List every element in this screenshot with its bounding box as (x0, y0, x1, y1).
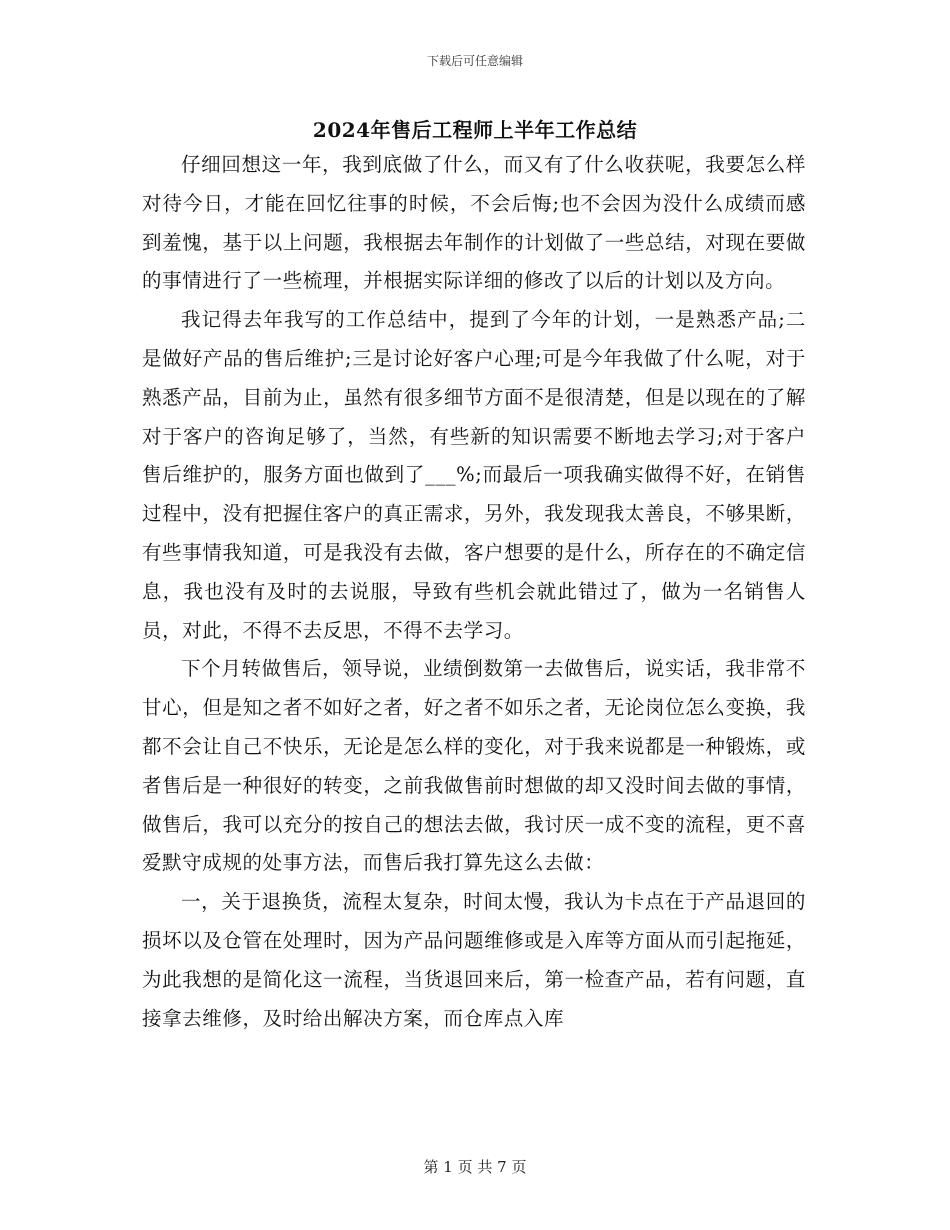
paragraph-4: 一，关于退换货，流程太复杂，时间太慢，我认为卡点在于产品退回的损坏以及仓管在处理时，因为产品问题维修或是入库等方面从而引起拖延，为此我想的是简化这一流程，当货退回来后，第一检查产品，若有问题，直接拿去维修，及时给出解决方案，而仓库点入库 (142, 890, 806, 1030)
paragraph-2: 我记得去年我写的工作总结中，提到了今年的计划，一是熟悉产品;二是做好产品的售后维护;三是讨论好客户心理;可是今年我做了什么呢，对于熟悉产品，目前为止，虽然有很多细节方面不是很清楚，但是以现在的了解对于客户的咨询足够了，当然，有些新的知识需要不断地去学习;对于客户售后维护的，服务方面也做到了___%;而最后一项我确实做得不好，在销售过程中，没有把握住客户的真正需求，另外，我发现我太善良，不够果断，有些事情我知道，可是我没有去做，客户想要的是什么，所存在的不确定信息，我也没有及时的去说服，导致有些机会就此错过了，做为一名销售人员，对此，不得不去反思，不得不去学习。 (142, 308, 806, 642)
page-header-note: 下载后可任意编辑 (426, 54, 523, 68)
page-number-footer: 第 1 页 共 7 页 (423, 1158, 527, 1176)
paragraph-3: 下个月转做售后，领导说，业绩倒数第一去做售后，说实话，我非常不甘心，但是知之者不如好之者，好之者不如乐之者，无论岗位怎么变换，我都不会让自己不快乐，无论是怎么样的变化，对于我来说都是一种锻炼，或者售后是一种很好的转变，之前我做售前时想做的却又没时间去做的事情，做售后，我可以充分的按自己的想法去做，我讨厌一成不变的流程，更不喜爱默守成规的处事方法，而售后我打算先这么去做： (142, 657, 806, 875)
document-body (142, 146, 806, 1038)
paragraph-1: 仔细回想这一年，我到底做了什么，而又有了什么收获呢，我要怎么样对待今日，才能在回忆往事的时候，不会后悔;也不会因为没什么成绩而感到羞愧，基于以上问题，我根据去年制作的计划做了一些总结，对现在要做的事情进行了一些梳理，并根据实际详细的修改了以后的计划以及方向。 (142, 153, 806, 293)
document-title: 2024年售后工程师上半年工作总结 (312, 118, 638, 142)
